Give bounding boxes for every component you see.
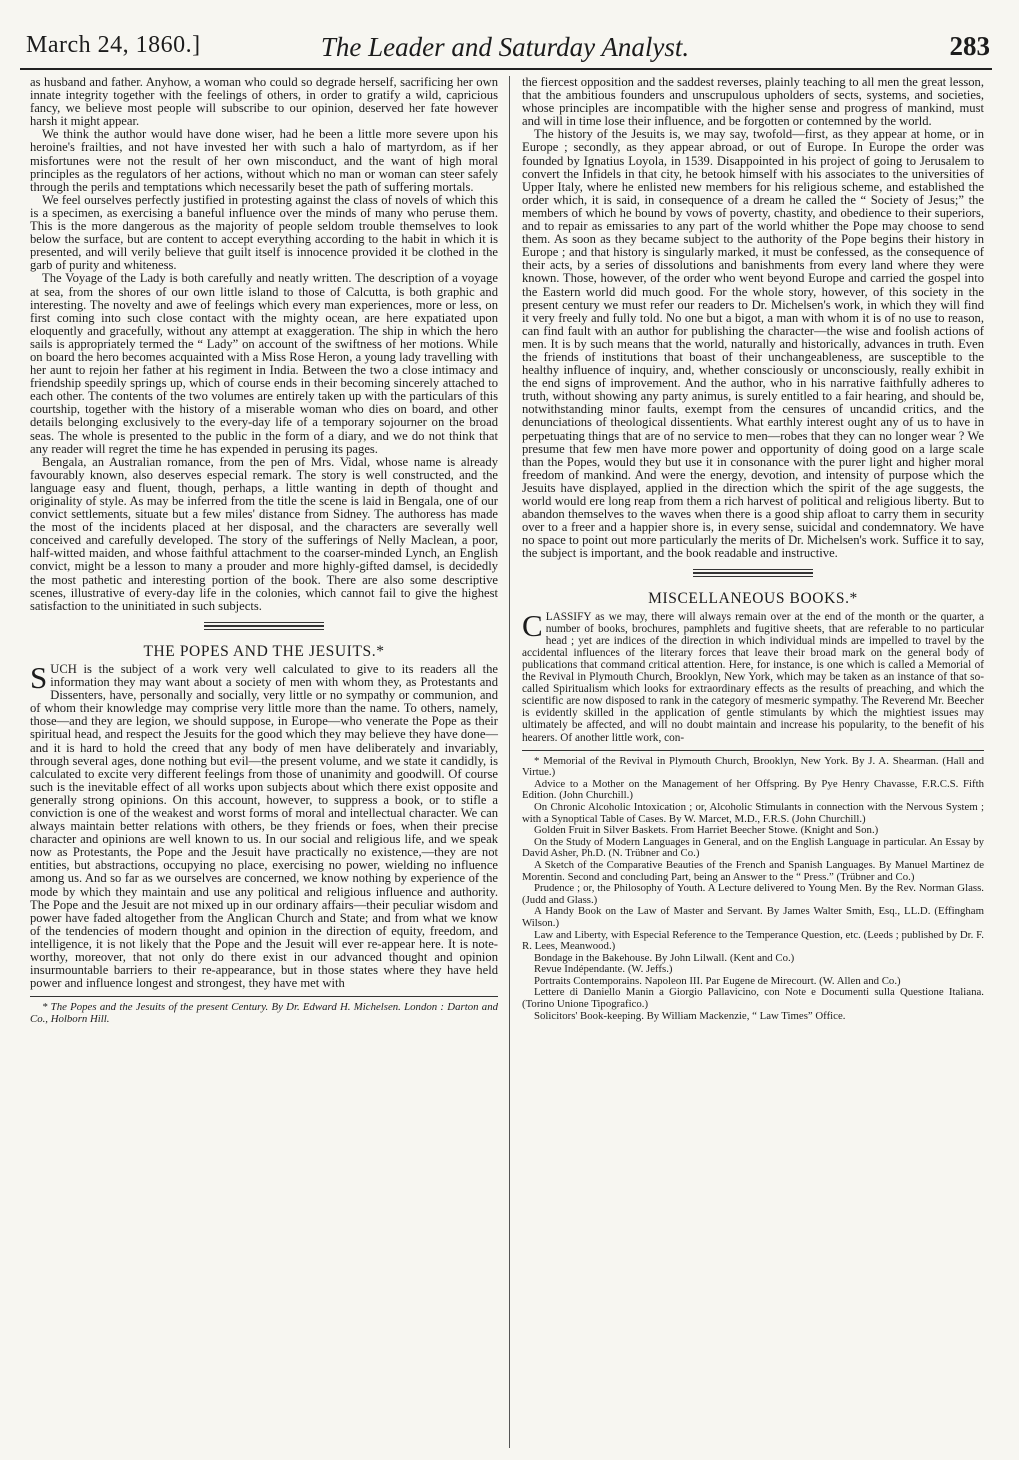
publication-title: The Leader and Saturday Analyst. [320,32,690,62]
section-ornament [204,622,324,630]
footnote: * The Popes and the Jesuits of the present Century. By Dr. Edward H. Michelsen. London : Darton and Co., Holborn Hill. [30,1001,498,1025]
footnote: Prudence ; or, the Philosophy of Youth. A Lecture delivered to Young Men. By the Rev. Norman Glass. (Judd and Glass.) [522,882,984,906]
column-divider [509,76,510,1448]
footnote: On Chronic Alcoholic Intoxication ; or, Alcoholic Stimulants in connection with the Nervous System ; with a Synoptical Table of Cases. By W. Marcet, M.D., F.R.S. (John Churchill.) [522,800,984,825]
footnote: Bondage in the Bakehouse. By John Lilwall. (Kent and Co.) [534,951,795,964]
footnotes [522,756,984,1023]
footnote: Portraits Contemporains. Napoleon III. Par Eugene de Mirecourt. (W. Allen and Co.) [534,974,901,987]
footnote: Solicitors' Book-keeping. By William Mackenzie, “ Law Times” Office. [534,1009,846,1022]
drop-cap: C [522,607,543,643]
body-paragraph: the fiercest opposition and the saddest reverses, plainly teaching to all men the great lesson, that the ambitious founders and unscrupulous upholders of sects, systems, and societies, whose principles are incompatible with the higher sense and progress of mankind, must and will in time lose their influence, and be forgotten or contemned by the world. [522,75,984,129]
footnote: A Handy Book on the Law of Master and Servant. By James Walter Smith, Esq., LL.D. (Effingham Wilson.) [522,905,984,929]
drop-cap: S [30,659,48,695]
body-paragraph: We think the author would have done wiser, had he been a little more severe upon his heroine's frailties, and not have invested her with such a halo of martyrdom, as if her misfortunes were not the result of her own misconduct, and the want of high moral principles as the regulators of her actions, without which no man or woman can steer safely through the perils and temptations which necessarily beset the path of suffering mortals. [30,127,498,194]
paragraph-text: UCH is the subject of a work very well calculated to give to its readers all the information they may want about a society of men with whom they, as Protestants and Dissenters, have, personally and socially, very little or no sympathy or communion, and of whom their knowledge may comprise very little more than the name. To others, namely, those—and they are legion, we should suppose, in Europe—who venerate the Pope as their spiritual head, and respect the Jesuits for the good which they may believe they have done—and it is hard to hold the creed that any body of men have deliberately and invariably, through several ages, done nothing but evil—the present volume, and we state it candidly, is calculated to excite very different feelings from those of unanimity and goodwill. Of course such is the inevitable effect of all works upon subjects about which there exist opposite and generally strong opinions. On this account, however, to suppress a book, or to stifle a conviction is one of the weakest and worst forms of moral and intellectual character. We can always maintain better relations with others, be they friends or foes, when their precise character and opinions are well known to us. In our social and religious life, and we speak now as Protestants, the Pope and the Jesuit have practically no existence,—they are not entities, but abstractions, occupying no place, exercising no power, wielding no influence among us. And so far as we ourselves are concerned, we know nothing by experience of the mode by which they maintain and use any political and religious influence and authority. The Pope and the Jesuit are not mixed up in our ordinary affairs—their peculiar wisdom and power have faded altogether from the Anglican Church and State; and from what we know of the tendencies of modern thought and opinion in the direction of equity, freedom, and intelligence, it is not likely that the Pope and the Jesuit will ever re-appear here. It is note-worthy, moreover, that not only do there exist in our advanced thought and opinion insurmountable barriers to their re-appearance, but in those states where they have held power and influence longest and strongest, they have met with [30,661,498,991]
body-paragraph: The Voyage of the Lady is both carefully and neatly written. The description of a voyage at sea, from the shores of our own little island to those of Calcutta, is both graphic and interesting. The novelty and awe of feelings which every man experiences, more or less, on first coming into such close contact with the mighty ocean, are here expatiated upon eloquently and gracefully, without any attempt at exaggeration. The ship in which the hero sails is appropriately termed the “ Lady” on account of the swiftness of her motions. While on board the hero becomes acquainted with a Miss Rose Heron, a young lady travelling with her aunt to rejoin her father at his regiment in India. Between the two a close intimacy and friendship speedily springs up, which of course ends in their becoming sincerely attached to each other. The contents of the two volumes are entirely taken up with the particulars of this courtship, together with the history of a miserable woman who dies on board, and other details belonging exclusively to the every-day life of a temporary sojourner on the broad seas. The whole is presented to the public in the form of a diary, and we do not think that any reader will regret the time he has expended in perusing its pages. [30,271,498,456]
footnote: Law and Liberty, with Especial Reference to the Temperance Question, etc. (Leeds ; published by Dr. F. R. Lees, Meanwood.) [522,928,984,953]
footnote: Lettere di Daniello Manin a Giorgio Pallavicino, con Note e Documenti sulla Questione Italiana. (Torino Unione Tipografico.) [522,986,984,1011]
footnote: On the Study of Modern Languages in General, and on the English Language in particular. An Essay by David Asher, Ph.D. (N. Trübner and Co.) [522,835,984,860]
footnote: Golden Fruit in Silver Baskets. From Harriet Beecher Stowe. (Knight and Son.) [534,824,879,837]
right-column [522,76,984,1022]
left-column [30,76,498,1025]
footnote-rule [30,996,498,997]
section-heading-popes: THE POPES AND THE JESUITS.* [143,642,385,660]
body-paragraph-misc [522,607,984,744]
issue-date: March 24, 1860.] [26,32,201,58]
section-ornament [693,569,813,577]
body-paragraph: as husband and father. Anyhow, a woman who could so degrade herself, sacrificing her own innate integrity together with the feelings of others, in order to gratify a wild, capricious fancy, we believe most people will subscribe to our opinion, deserved her fate however harsh it might appear. [30,75,498,129]
masthead [20,28,990,68]
body-paragraph: Bengala, an Australian romance, from the pen of Mrs. Vidal, whose name is already favourably known, also deserves especial remark. The story is well constructed, and the language easy and fluent, though, perhaps, a little wanting in depth of thought and originality of style. As may be inferred from the title the scene is laid in Bengala, one of our convict settlements, situate but a few miles' distance from Sidney. The authoress has made the most of the incidents placed at her disposal, and the characters are severally well conceived and carefully developed. The story of the sufferings of Nelly Maclean, a poor, half-witted maiden, and whose faithful attachment to the coarser-minded Lynch, an English convict, might be a lesson to many a prouder and more highly-gifted damsel, is decidedly the most pathetic and interesting portion of the book. There are also some descriptive scenes, illustrative of every-day life in the colonies, which cannot fail to give the highest satisfaction to the uninitiated in such subjects. [30,454,498,613]
footnote-rule [522,750,984,751]
footnote: Revue Indépendante. (W. Jeffs.) [534,963,673,976]
body-paragraph: The history of the Jesuits is, we may say, twofold—first, as they appear at home, or in Europe ; secondly, as they appear abroad, or out of Europe. In Europe the order was founded by Ignatius Loyola, in 1539. Disappointed in his project of going to Jerusalem to convert the Infidels in that city, he betook himself with his associates to the universities of Upper Italy, where he enlisted new members for his religious scheme, and established the order which, it is said, in consequence of a dream he called the “ Society of Jesus;” the members of which he bound by vows of poverty, chastity, and obedience to their superiors, and to repair as emissaries to any part of the world whither the Pope may choose to send them. As soon as they became subject to the authority of the Pope begins their history in Europe ; and that history is singularly marked, it must be confessed, as the consequence of their acts, by a series of dissolutions and banishments from every land where they were known. Those, however, of the order who went beyond Europe and carried the gospel into the Eastern world did much good. For the whole story, however, of this society in the present century we must refer our readers to Dr. Michelsen's work, in which they will find it very freely and fully told. No one but a bigot, a man with whom it is of no use to reason, can find fault with an author for publishing the character—the wise and foolish actions of men. It is by such means that the world, naturally and historically, advances in truth. Even the friends of institutions that boast of their unchangeableness, are susceptible to the healthy influence of inquiry, and, whether consciously or unconsciously, really exhibit in the end signs of improvement. And the author, who in his narrative faithfully adheres to truth, without showing any party animus, is surely entitled to a fair hearing, and should be, notwithstanding minor faults, exempt from the censures of uncandid critics, and the denunciations of theological dissentients. What earthly interest ought any of us to have in perpetuating things that are of no service to men—robes that they can no longer wear ? We presume that few men have more power and opportunity of doing good on a large scale than the Popes, would they but use it in consonance with the purer light and higher moral freedom of mankind. And were the energy, devotion, and intensity of purpose which the Jesuits have displayed, applied in the direction which the spirit of the age suggests, the world would ere long reap from them a rich harvest of political and religious liberty. But to abandon themselves to the waves when there is a good ship afloat to carry them in security over to a freer and a happier shore is, in every sense, suicidal and condemnatory. We have no space to point out more particularly the merits of Dr. Michelsen's work. Suffice it to say, the subject is important, and the book readable and instructive. [522,127,984,561]
paragraph-text: LASSIFY as we may, there will always remain over at the end of the month or the quarter, a number of books, brochures, pamphlets and fugitive sheets, that are referable to no particular head ; yet are indices of the direction in which individual minds are impelled to travel by the accidental influences of the literary forces that leave their broad mark on the general body of publications that command critical attention. Here, for instance, is one which is called a Memorial of the Revival in Plymouth Church, Brooklyn, New York, which may be taken as an instance of that so-called Spiritualism which looks for extraordinary effects as the results of preaching, and which the scientific are now disposed to rank in the category of mesmeric sympathy. The Reverend Mr. Beecher is evidently skilled in the application of gentle stimulants by which the mightiest issues may ultimately be affected, and will no doubt maintain and increase his popularity, to the benefit of his hearers. Of another little work, con- [522,610,984,744]
body-paragraph-popes [30,659,498,991]
header-rule [20,68,992,70]
footnote: Advice to a Mother on the Management of her Offspring. By Pye Henry Chavasse, F.R.C.S. Fifth Edition. (John Churchill.) [522,777,984,802]
body-paragraph: We feel ourselves perfectly justified in protesting against the class of novels of which this is a specimen, as exercising a baneful influence over the minds of many who peruse them. This is the more dangerous as the majority of people seldom trouble themselves to look below the surface, but are content to accept everything according to the habit in which it is presented, and will verily believe that guilt itself is innocence provided it be clothed in the garb of purity and whiteness. [30,192,498,273]
footnotes [30,1002,498,1025]
footnote: * Memorial of the Revival in Plymouth Church, Brooklyn, New York. By J. A. Shearman. (Hall and Virtue.) [522,754,984,779]
page-number: 283 [949,31,990,61]
footnote: A Sketch of the Comparative Beauties of the French and Spanish Languages. By Manuel Martinez de Morentin. Second and concluding Part, being an Answer to the “ Press.” (Trübner and Co.) [522,858,984,883]
section-heading-misc: MISCELLANEOUS BOOKS.* [648,590,858,608]
